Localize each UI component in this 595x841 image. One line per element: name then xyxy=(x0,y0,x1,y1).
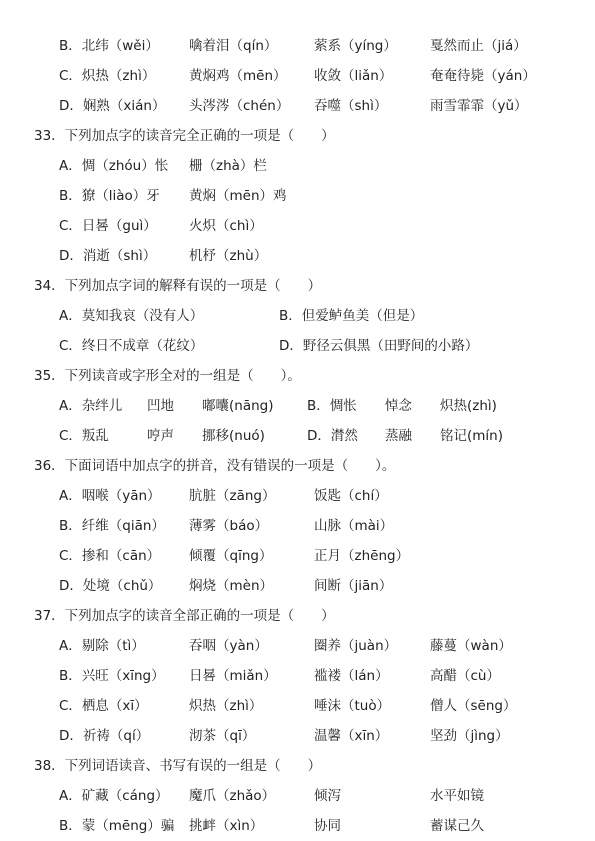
option-item: 藤蔓（wàn） xyxy=(430,638,512,654)
option-item-first: C．掺和（cān） xyxy=(59,548,161,564)
question-stem: 33．下列加点字的读音完全正确的一项是（ ） xyxy=(34,128,335,144)
option-item: 薄雾（báo） xyxy=(189,518,269,534)
option-item-first: B．纤维（qiān） xyxy=(59,518,165,534)
option-item: 蓄谋己久 xyxy=(430,818,484,834)
option-item: 僧人（sēng） xyxy=(430,698,517,714)
option-item: 魔爪（zhǎo） xyxy=(189,788,276,804)
option-item: 倾覆（qīng） xyxy=(189,548,273,564)
option-item: D．野径云俱黑（田野间的小路） xyxy=(279,338,479,354)
option-item: 凹地 xyxy=(147,398,174,414)
option-item: 收敛（liǎn） xyxy=(314,68,393,84)
option-item-first: C．炽热（zhì） xyxy=(59,68,156,84)
option-item: 肮脏（zāng） xyxy=(189,488,276,504)
option-item-first: C．栖息（xī） xyxy=(59,698,148,714)
option-item: 噙着泪（qín） xyxy=(189,38,278,54)
option-item-first: A．矿藏（cáng） xyxy=(59,788,169,804)
option-item: 黄焖（mēn）鸡 xyxy=(189,188,287,204)
option-item: 雨雪霏霏（yǔ） xyxy=(430,98,528,114)
option-item: 温馨（xīn） xyxy=(314,728,389,744)
option-item-first: C．日晷（guì） xyxy=(59,218,157,234)
option-item: 间断（jiān） xyxy=(314,578,393,594)
option-item: B．但爱鲈鱼美（但是） xyxy=(279,308,424,324)
option-item: 饭匙（chí） xyxy=(314,488,388,504)
option-item-first: A．咽喉（yān） xyxy=(59,488,161,504)
option-item-first: C．叛乱 xyxy=(59,428,109,444)
question-stem: 38．下列词语读音、书写有误的一组是（ ） xyxy=(34,758,322,774)
question-stem: 36．下面词语中加点字的拼音，没有错误的一项是（ ）。 xyxy=(34,458,396,474)
option-item: 倾泻 xyxy=(314,788,341,804)
option-item: 挑衅（xìn） xyxy=(189,818,264,834)
option-item: 炽热（zhì） xyxy=(189,698,263,714)
option-item: 火炽（chì） xyxy=(189,218,263,234)
option-item: 吞噬（shì） xyxy=(314,98,388,114)
option-item-first: B．兴旺（xīng） xyxy=(59,668,165,684)
question-stem: 37．下列加点字的读音全部正确的一项是（ ） xyxy=(34,608,335,624)
option-item: 萦系（yíng） xyxy=(314,38,397,54)
option-item: 头涔涔（chén） xyxy=(189,98,290,114)
option-item: 圈养（juàn） xyxy=(314,638,398,654)
option-item: 山脉（mài） xyxy=(314,518,394,534)
option-item-first: B．獠（liào）牙 xyxy=(59,188,160,204)
option-item-first: B．北纬（wěi） xyxy=(59,38,159,54)
question-stem: 34．下列加点字词的解释有误的一项是（ ） xyxy=(34,278,322,294)
option-item: 坚劲（jìng） xyxy=(430,728,509,744)
option-item: 黄焖鸡（mēn） xyxy=(189,68,287,84)
option-item-first: D．消逝（shì） xyxy=(59,248,157,264)
option-item: 机杼（zhù） xyxy=(189,248,268,264)
option-item: 戛然而止（jiá） xyxy=(430,38,527,54)
option-item: 焖烧（mèn） xyxy=(189,578,274,594)
option-item-first: A．杂绊儿 xyxy=(59,398,123,414)
option-item: 唾沫（tuò） xyxy=(314,698,391,714)
option-item-first: D．娴熟（xián） xyxy=(59,98,166,114)
option-item: 水平如镜 xyxy=(430,788,484,804)
option-item-first: D．祈祷（qí） xyxy=(59,728,150,744)
option-item: D．潸然 xyxy=(307,428,358,444)
option-item: 哼声 xyxy=(147,428,174,444)
option-item-first: D．处境（chǔ） xyxy=(59,578,162,594)
option-item: 挪移(nuó) xyxy=(202,428,265,444)
option-item: 炽热(zhì) xyxy=(440,398,497,414)
option-item: 协同 xyxy=(314,818,341,834)
option-item-first: C．终日不成章（花纹） xyxy=(59,338,204,354)
question-stem: 35．下列读音或字形全对的一组是（ ）。 xyxy=(34,368,301,384)
option-item: 吞咽（yàn） xyxy=(189,638,268,654)
option-item: 正月（zhēng） xyxy=(314,548,410,564)
option-item: 奄奄待毙（yán） xyxy=(430,68,536,84)
option-item: 栅（zhà）栏 xyxy=(189,158,267,174)
option-item: 日晷（miǎn） xyxy=(189,668,277,684)
option-item-first: A．惆（zhóu）怅 xyxy=(59,158,169,174)
option-item: 沏茶（qī） xyxy=(189,728,256,744)
option-item-first: A．剔除（tì） xyxy=(59,638,145,654)
option-item: 褴褛（lán） xyxy=(314,668,389,684)
option-item: B．惆怅 xyxy=(307,398,357,414)
option-item: 铭记(mín) xyxy=(440,428,503,444)
option-item: 悼念 xyxy=(385,398,412,414)
option-item: 嘟囔(nāng) xyxy=(202,398,274,414)
option-item-first: B．蒙（mēng）骗 xyxy=(59,818,175,834)
option-item: 高醋（cù） xyxy=(430,668,500,684)
option-item-first: A．莫知我哀（没有人） xyxy=(59,308,204,324)
option-item: 蒸融 xyxy=(385,428,412,444)
